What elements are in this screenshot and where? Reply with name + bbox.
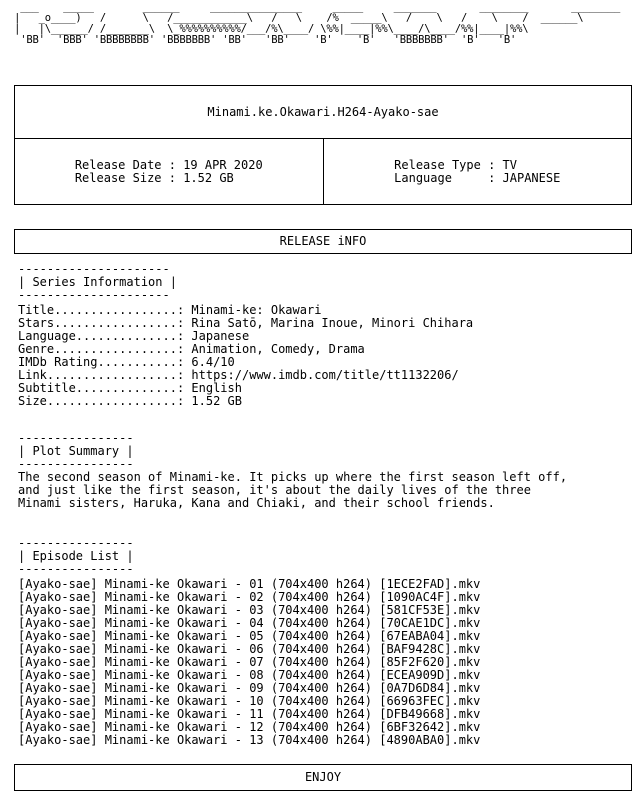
series-stars-line: Stars.................: Rina Satō, Marina Inoue, Minori Chihara — [18, 316, 474, 330]
plot-heading: ---------------- | Plot Summary | ---------------- — [18, 431, 134, 471]
enjoy-text: ENJOY — [304, 770, 342, 784]
release-language: Language : JAPANESE — [394, 170, 561, 185]
plot-line: Minami sisters, Haruka, Kana and Chiaki, and their school friends. — [18, 496, 495, 510]
episode-file: [Ayako-sae] Minami-ke Okawari - 01 (704x400 h264) [1ECE2FAD].mkv — [18, 577, 481, 591]
series-details — [18, 304, 473, 408]
release-size: Release Size : 1.52 GB — [74, 170, 234, 185]
episode-heading: ---------------- | Episode List | ---------------- — [18, 536, 134, 576]
series-link-line: Link..................: https://www.imdb.com/title/tt1132206/ — [18, 368, 459, 382]
episode-list — [18, 578, 480, 747]
series-title-line: Title.................: Minami-ke: Okawari — [18, 303, 322, 317]
release-name: Minami.ke.Okawari.H264-Ayako-sae — [207, 104, 439, 119]
episode-file: [Ayako-sae] Minami-ke Okawari - 05 (704x400 h264) [67EABA04].mkv — [18, 629, 481, 643]
release-date: Release Date : 19 APR 2020 — [74, 157, 263, 172]
series-genre-line: Genre.................: Animation, Comedy, Drama — [18, 342, 365, 356]
episode-file: [Ayako-sae] Minami-ke Okawari - 04 (704x400 h264) [70CAE1DC].mkv — [18, 616, 481, 630]
series-information-section — [18, 263, 473, 408]
release-title-box — [14, 85, 632, 139]
episode-file: [Ayako-sae] Minami-ke Okawari - 13 (704x400 h264) [4890ABA0].mkv — [18, 733, 481, 747]
series-rating-line: IMDb Rating...........: 6.4/10 — [18, 355, 235, 369]
plot-line: and just like the first season, it's about the daily lives of the three — [18, 483, 531, 497]
episode-file: [Ayako-sae] Minami-ke Okawari - 06 (704x400 h264) [BAF9428C].mkv — [18, 642, 481, 656]
release-info-title: RELEASE iNFO — [279, 234, 367, 248]
episode-file: [Ayako-sae] Minami-ke Okawari - 12 (704x400 h264) [6BF32642].mkv — [18, 720, 481, 734]
ascii-art-logo: ___ _____ ______ _______________ _____ _______ ________ ________ | _o____) / \ /____________\ / \ /% _____\ / \ / \ / ______\ | |\______/ /_______\ \_%%%%%%%%%%/___/%\____/ \%%|____|%%\____/\____/%%|____|%%\ 'BB' 'BBB' 'BBBBBBBB' 'BBBBBBB' 'BB' 'BB' 'B' 'B' 'BBBBBBB' 'B' 'B' — [14, 1, 621, 46]
release-meta-left — [15, 139, 324, 204]
episode-file: [Ayako-sae] Minami-ke Okawari - 11 (704x400 h264) [DFB49668].mkv — [18, 707, 481, 721]
episode-file: [Ayako-sae] Minami-ke Okawari - 07 (704x400 h264) [85F2F620].mkv — [18, 655, 481, 669]
series-size-line: Size..................: 1.52 GB — [18, 394, 242, 408]
release-meta-box — [14, 138, 632, 205]
episode-file: [Ayako-sae] Minami-ke Okawari - 09 (704x400 h264) [0A7D6D84].mkv — [18, 681, 481, 695]
release-type: Release Type : TV — [394, 157, 517, 172]
episode-file: [Ayako-sae] Minami-ke Okawari - 08 (704x400 h264) [ECEA909D].mkv — [18, 668, 481, 682]
episode-file: [Ayako-sae] Minami-ke Okawari - 03 (704x400 h264) [581CF53E].mkv — [18, 603, 481, 617]
episode-list-section — [18, 537, 480, 747]
plot-summary-section — [18, 432, 638, 510]
series-subtitle-line: Subtitle..............: English — [18, 381, 242, 395]
release-info-header — [14, 229, 632, 254]
episode-file: [Ayako-sae] Minami-ke Okawari - 02 (704x400 h264) [1090AC4F].mkv — [18, 590, 481, 604]
series-language-line: Language..............: Japanese — [18, 329, 250, 343]
release-meta-right — [324, 139, 632, 204]
series-heading: --------------------- | Series Information | --------------------- — [18, 262, 177, 302]
episode-file: [Ayako-sae] Minami-ke Okawari - 10 (704x400 h264) [66963FEC].mkv — [18, 694, 481, 708]
enjoy-footer — [14, 764, 632, 791]
plot-text — [18, 471, 638, 510]
plot-line: The second season of Minami-ke. It picks up where the first season left off, — [18, 470, 568, 484]
